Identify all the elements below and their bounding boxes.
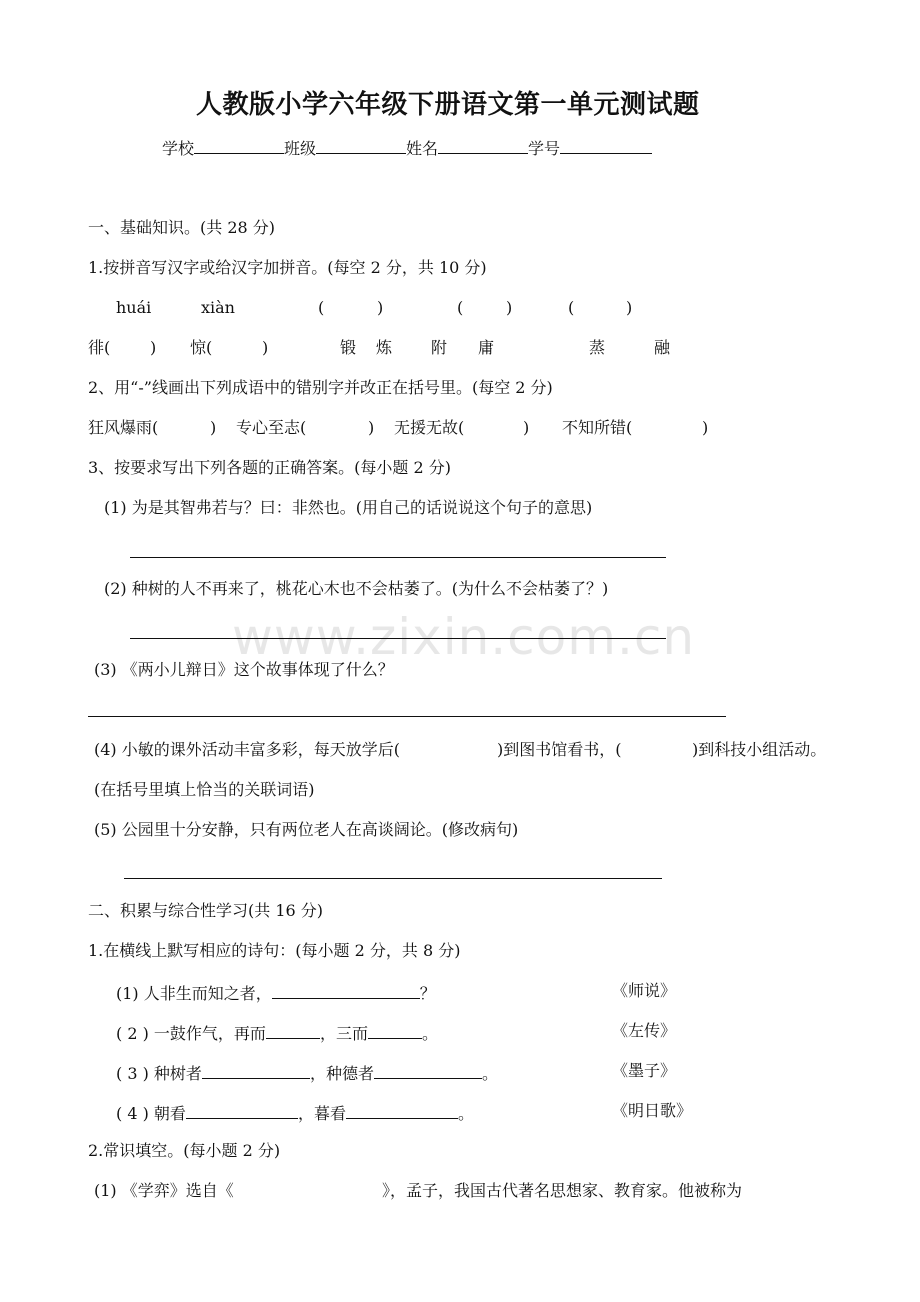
class-label: 班级: [284, 139, 317, 158]
s2-q2-line1a: (1) 《学弈》选自《: [94, 1181, 234, 1200]
idiom-4: 不知所错(: [562, 418, 633, 437]
answer-line-1[interactable]: [130, 557, 666, 558]
answer-line-5[interactable]: [124, 878, 662, 879]
class-blank[interactable]: [316, 138, 406, 154]
poem-4-a: ( 4 ) 朝看: [116, 1104, 186, 1123]
s2-q1-prompt: 1.在横线上默写相应的诗句：(每小题 2 分，共 8 分): [88, 941, 461, 960]
poem-4-c: 。: [457, 1104, 474, 1123]
s2-q2-prompt: 2.常识填空。(每小题 2 分): [88, 1141, 281, 1160]
poem-3-a: ( 3 ) 种树者: [116, 1064, 202, 1083]
char-pai: 徘(: [88, 338, 111, 357]
poem-line-4: [116, 1103, 474, 1122]
paren-open-2: (: [457, 298, 464, 317]
answer-line-2[interactable]: [130, 638, 666, 639]
q3-item-3: (3) 《两小儿辩日》这个故事体现了什么？: [94, 660, 394, 679]
char-pai-close: ): [150, 338, 157, 357]
poem-line-1: [116, 983, 436, 1002]
poem-1-b: ？: [419, 984, 436, 1003]
section1-heading: 一、基础知识。(共 28 分): [88, 218, 276, 237]
school-label: 学校: [162, 139, 195, 158]
q3-item-4c: )到科技小组活动。: [692, 740, 827, 759]
q3-item-4-note: (在括号里填上恰当的关联词语): [94, 780, 315, 799]
char-rong: 融: [654, 338, 671, 357]
idiom-3-close: ): [523, 418, 530, 437]
idiom-4-close: ): [702, 418, 709, 437]
idiom-3: 无援无故(: [394, 418, 465, 437]
char-lian: 炼: [376, 338, 393, 357]
watermark: www.zixin.com.cn: [232, 608, 696, 666]
poem-1-blank[interactable]: [272, 983, 420, 999]
poem-2-c: 。: [421, 1024, 438, 1043]
q3-prompt: 3、按要求写出下列各题的正确答案。(每小题 2 分): [88, 458, 452, 477]
paren-close-1: ): [377, 298, 384, 317]
char-yong: 庸: [478, 338, 495, 357]
poem-4-source: 《明日歌》: [612, 1101, 693, 1120]
poem-4-blank-1[interactable]: [186, 1103, 298, 1119]
page-title: 人教版小学六年级下册语文第一单元测试题: [196, 90, 700, 120]
poem-3-b: ，种德者: [309, 1064, 374, 1083]
name-label: 姓名: [406, 139, 439, 158]
char-zheng: 蒸: [589, 338, 606, 357]
paren-close-3: ): [626, 298, 633, 317]
idiom-1: 狂风爆雨(: [88, 418, 159, 437]
q3-item-4b: )到图书馆看书，(: [497, 740, 622, 759]
pinyin-2: xiàn: [201, 298, 235, 317]
poem-2-blank-1[interactable]: [266, 1023, 320, 1039]
poem-4-b: ，暮看: [297, 1104, 346, 1123]
poem-3-source: 《墨子》: [612, 1061, 677, 1080]
pinyin-1: huái: [116, 298, 152, 317]
poem-2-blank-2[interactable]: [368, 1023, 422, 1039]
poem-3-blank-1[interactable]: [202, 1063, 310, 1079]
poem-2-source: 《左传》: [612, 1021, 677, 1040]
char-jing: 惊(: [190, 338, 213, 357]
q3-item-5: (5) 公园里十分安静，只有两位老人在高谈阔论。(修改病句): [94, 820, 519, 839]
poem-3-c: 。: [481, 1064, 498, 1083]
idiom-2-close: ): [368, 418, 375, 437]
q2-prompt: 2、用“-”线画出下列成语中的错别字并改正在括号里。(每空 2 分): [88, 378, 553, 397]
section2-heading: 二、积累与综合性学习(共 16 分): [88, 901, 324, 920]
s2-q2-line1b: 》，孟子，我国古代著名思想家、教育家。他被称为: [382, 1181, 743, 1200]
name-blank[interactable]: [438, 138, 528, 154]
q3-item-2: (2) 种树的人不再来了，桃花心木也不会枯萎了。(为什么不会枯萎了？): [104, 579, 609, 598]
char-duan: 锻: [340, 338, 357, 357]
q3-item-1: (1) 为是其智弗若与？曰：非然也。(用自己的话说说这个句子的意思): [104, 498, 593, 517]
idiom-2: 专心至志(: [236, 418, 307, 437]
poem-1-source: 《师说》: [612, 981, 677, 1000]
school-blank[interactable]: [194, 138, 284, 154]
char-jing-close: ): [262, 338, 269, 357]
number-label: 学号: [528, 139, 561, 158]
poem-line-2: [116, 1023, 438, 1042]
q1-prompt: 1.按拼音写汉字或给汉字加拼音。(每空 2 分，共 10 分): [88, 258, 487, 277]
paren-open-3: (: [568, 298, 575, 317]
q3-item-4a: (4) 小敏的课外活动丰富多彩，每天放学后(: [94, 740, 400, 759]
poem-3-blank-2[interactable]: [374, 1063, 482, 1079]
char-fu: 附: [431, 338, 448, 357]
paren-close-2: ): [506, 298, 513, 317]
idiom-1-close: ): [210, 418, 217, 437]
poem-2-b: ，三而: [319, 1024, 368, 1043]
answer-line-3[interactable]: [88, 716, 726, 717]
student-info-row: [162, 138, 652, 157]
poem-2-a: ( 2 ) 一鼓作气，再而: [116, 1024, 266, 1043]
paren-open-1: (: [318, 298, 325, 317]
poem-4-blank-2[interactable]: [346, 1103, 458, 1119]
poem-line-3: [116, 1063, 498, 1082]
poem-1-a: (1) 人非生而知之者，: [116, 984, 272, 1003]
number-blank[interactable]: [560, 138, 652, 154]
